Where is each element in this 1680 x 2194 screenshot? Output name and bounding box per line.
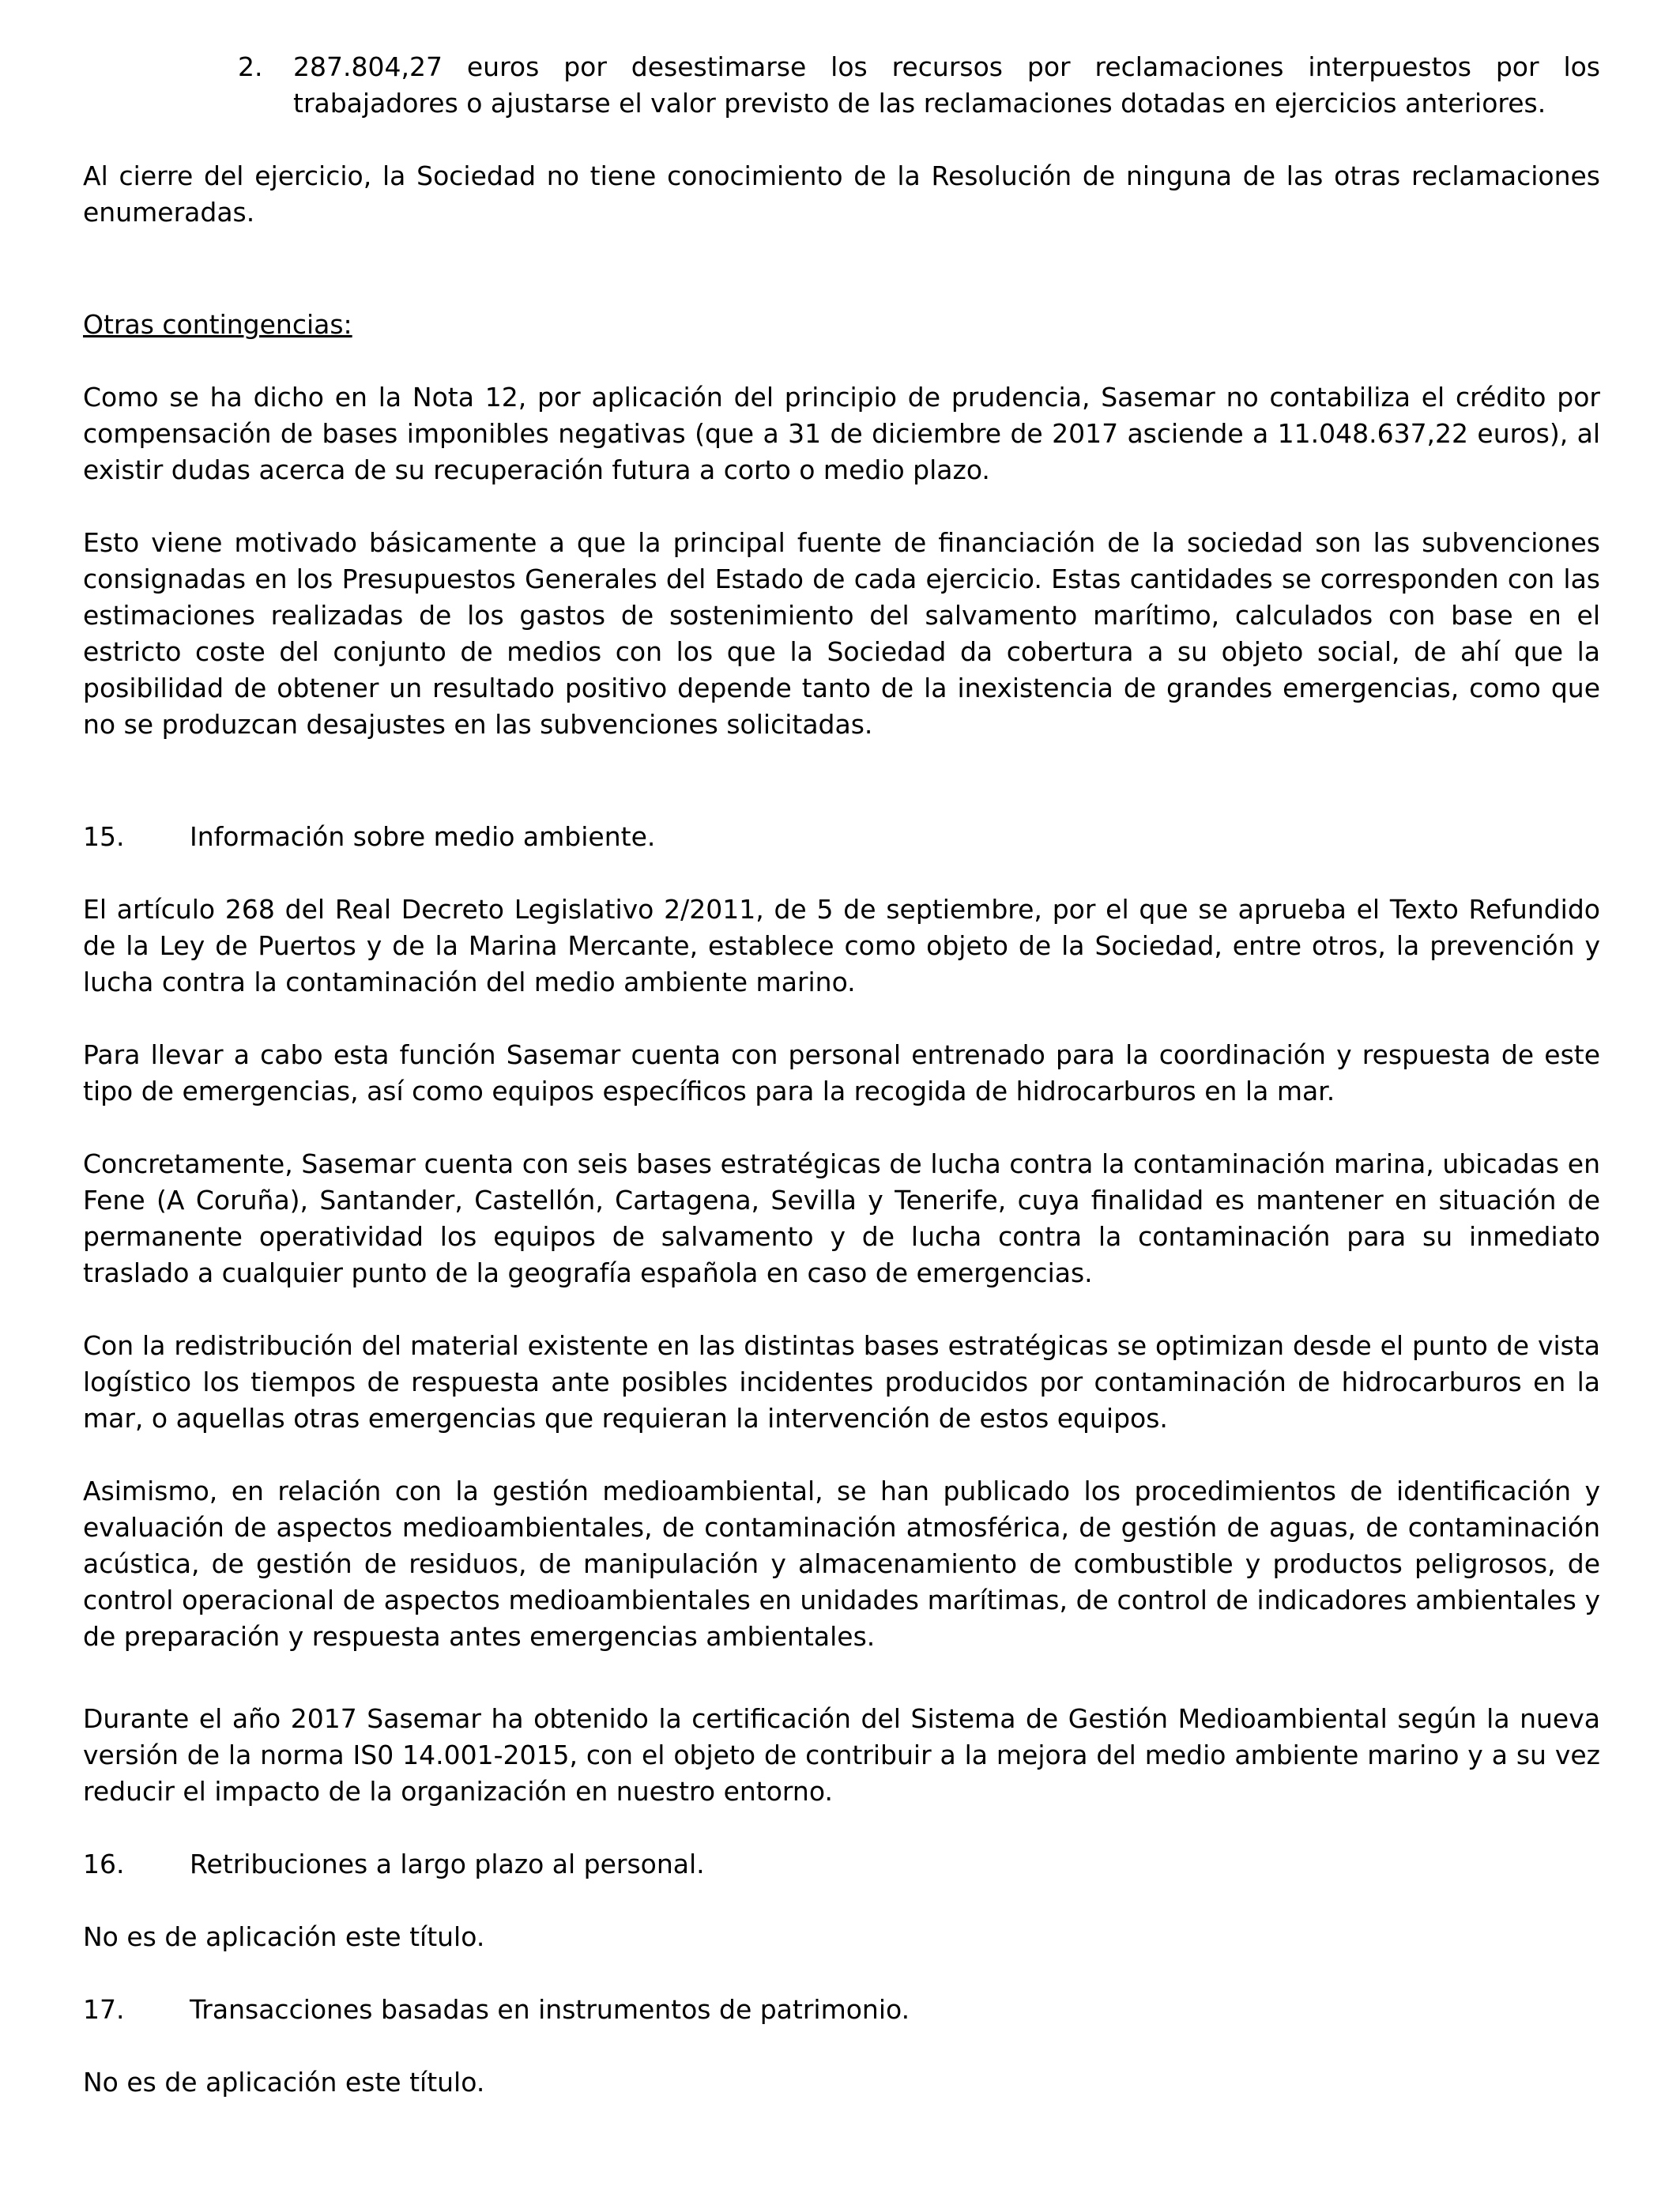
section-number: 17. [83,1994,125,2025]
paragraph-no-aplicacion-16: No es de aplicación este título. [83,1921,485,1952]
section-title: Información sobre medio ambiente. [190,821,656,852]
list-item-2 [238,49,1600,122]
paragraph-motivado: Esto viene motivado básicamente a que la principal fuente de financiación de la sociedad son las subvenciones consignadas en los Presupuestos Generales del Estado de cada ejercicio. Estas cantidades se corresponden con las estimaciones realizadas de los gastos de sostenimiento del salvamento marítimo, calculados con base en el estricto coste del conjunto de medios con los que la Sociedad da cobertura a su objeto social, de ahí que la posibilidad de obtener un resultado positivo depende tanto de la inexistencia de grandes emergencias, como que no se produzcan desajustes en las subvenciones solicitadas. [83,527,1600,740]
paragraph-nota-12: Como se ha dicho en la Nota 12, por aplicación del principio de prudencia, Sasemar no contabiliza el crédito por compensación de bases imponibles negativas (que a 31 de diciembre de 2017 asciende a 11.048.637,22 euros), al existir dudas acerca de su recuperación futura a corto o medio plazo. [83,382,1600,485]
paragraph-articulo-268: El artículo 268 del Real Decreto Legislativo 2/2011, de 5 de septiembre, por el que se aprueba el Texto Refundido de la Ley de Puertos y de la Marina Mercante, establece como objeto de la Sociedad, entre otros, la prevención y lucha contra la contaminación del medio ambiente marino. [83,894,1600,997]
document-page [83,49,1600,2101]
paragraph-asimismo: Asimismo, en relación con la gestión medioambiental, se han publicado los procedimientos de identificación y evaluación de aspectos medioambientales, de contaminación atmosférica, de gestión de aguas, de contaminación acústica, de gestión de residuos, de manipulación y almacenamiento de combustible y productos peligrosos, de control operacional de aspectos medioambientales en unidades marítimas, de control de indicadores ambientales y de preparación y respuesta antes emergencias ambientales. [83,1476,1600,1652]
paragraph-certificacion: Durante el año 2017 Sasemar ha obtenido la certificación del Sistema de Gestión Medioambiental según la nueva versión de la norma IS0 14.001-2015, con el objeto de contribuir a la mejora del medio ambiente marino y a su vez reducir el impacto de la organización en nuestro entorno. [83,1703,1600,1807]
paragraph-funcion: Para llevar a cabo esta función Sasemar cuenta con personal entrenado para la coordinación y respuesta de este tipo de emergencias, así como equipos específicos para la recogida de hidrocarburos en la mar. [83,1039,1600,1106]
section-heading-15 [83,819,1600,855]
section-number: 16. [83,1849,125,1879]
section-title: Retribuciones a largo plazo al personal. [190,1849,705,1879]
paragraph-no-aplicacion-17: No es de aplicación este título. [83,2067,485,2098]
list-item-text: 287.804,27 euros por desestimarse los recursos por reclamaciones interpuestos por los trabajadores o ajustarse el valor previsto de las reclamaciones dotadas en ejercicios anteriores. [293,51,1600,119]
heading-otras-contingencias: Otras contingencias: [83,309,352,340]
paragraph-bases-estrategicas: Concretamente, Sasemar cuenta con seis bases estratégicas de lucha contra la contaminación marina, ubicadas en Fene (A Coruña), Santander, Castellón, Cartagena, Sevilla y Tenerife, cuya finalidad es mantener en situación de permanente operatividad los equipos de salvamento y de lucha contra la contaminación para su inmediato traslado a cualquier punto de la geografía española en caso de emergencias. [83,1148,1600,1288]
section-heading-17 [83,1992,1600,2028]
list-item-number: 2. [238,51,263,82]
paragraph-redistribucion: Con la redistribución del material existente en las distintas bases estratégicas se optimizan desde el punto de vista logístico los tiempos de respuesta ante posibles incidentes producidos por contaminación de hidrocarburos en la mar, o aquellas otras emergencias que requieran la intervención de estos equipos. [83,1330,1600,1434]
section-number: 15. [83,821,125,852]
section-heading-16 [83,1846,1600,1883]
paragraph-cierre-ejercicio: Al cierre del ejercicio, la Sociedad no tiene conocimiento de la Resolución de ninguna de las otras reclamaciones enumeradas. [83,160,1600,228]
section-title: Transacciones basadas en instrumentos de patrimonio. [190,1994,910,2025]
